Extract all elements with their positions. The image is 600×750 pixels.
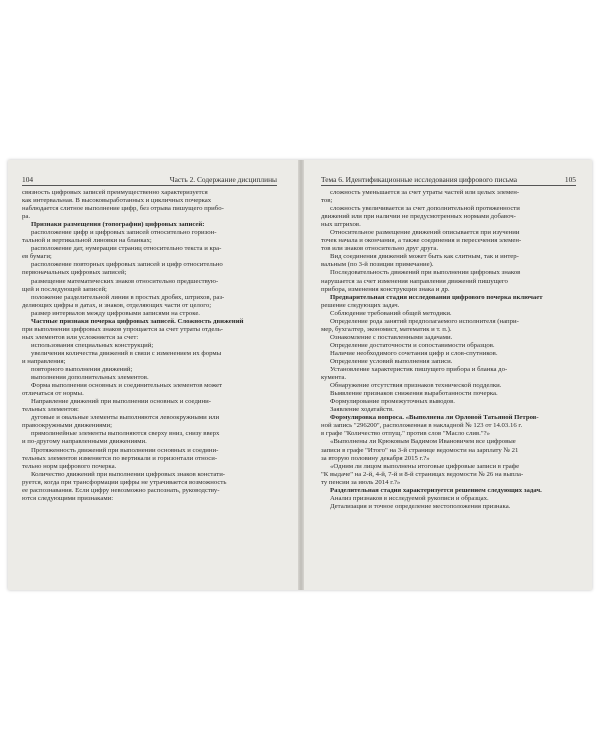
- text-line: движений или при наличии не предусмотренных нормами добавоч-: [321, 213, 516, 221]
- text-line: нарушается за счет изменения направления движений пишущего: [321, 277, 508, 285]
- text-line: и направления;: [22, 357, 66, 365]
- text-line: Ознакомление с поставленными задачами.: [330, 333, 453, 341]
- text-line: решение следующих задач.: [321, 301, 400, 309]
- text-line: мер, бухгалтер, экономист, математик и т. п.).: [321, 325, 452, 333]
- text-line: ных штрихов.: [321, 221, 361, 229]
- text-line: "К выдаче" на 2-й, 4-й, 7-й и 8-й страницах ведомости № 26 на выпла-: [321, 470, 524, 478]
- text-line: как интервальная. В высоковыработанных и цикличных почерках: [22, 197, 212, 205]
- text-line: Определение достаточности и сопоставимости образцов.: [330, 341, 495, 349]
- left-page-number: 104: [22, 175, 34, 184]
- subheading: Формулировка вопроса. «Выполнена ли Орловой Татьяной Петров-: [330, 414, 539, 422]
- text-line: Определение условий выполнения записи.: [330, 357, 453, 365]
- subheading: Частные признаки почерка цифровых записей. Сложность движений: [31, 317, 244, 325]
- text-line: за вторую половину декабря 2015 г.?»: [321, 454, 430, 462]
- right-page-header: [321, 174, 576, 186]
- text-line: повторного выполнения движений;: [31, 366, 133, 374]
- subheading: Признаки размещения (топографии) цифровых записей:: [31, 221, 205, 229]
- text-line: Формулирование промежуточных выводов.: [330, 398, 455, 406]
- text-line: Анализ признаков в исследуемой рукописи и образцах.: [330, 494, 489, 502]
- text-line: деляющих цифры в датах, и знаков, отделяющих части от целого;: [22, 301, 212, 309]
- text-line: тельно норм цифрового почерка.: [22, 462, 117, 470]
- text-line: дуговые и овальные элементы выполняются левоокружными или: [31, 414, 220, 422]
- text-line: кумента.: [321, 374, 347, 382]
- text-line: Выявление признаков снижения выработанности почерка.: [330, 390, 498, 398]
- text-line: Форма выполнения основных и соединительных элементов может: [31, 382, 223, 390]
- text-line: Наличие необходимого сочетания цифр и слов-спутников.: [330, 349, 498, 357]
- text-line: «Выполнены ли Крюковым Вадимом Ивановичем все цифровые: [330, 438, 516, 446]
- text-line: Определение рода занятий предполагаемого исполнителя (напри-: [330, 317, 519, 325]
- right-running-title: Тема 6. Идентификационные исследования цифрового письма: [321, 175, 518, 184]
- text-line: Относительное размещение движений описывается при изучении: [330, 229, 520, 237]
- text-line: увеличения количества движений в связи с изменением их формы: [31, 349, 222, 357]
- text-line: ее распознавания. Если цифру невозможно распознать, руководству-: [22, 486, 220, 494]
- left-page: [22, 174, 277, 584]
- text-line: тельных элементов:: [22, 406, 79, 414]
- text-line: Установление характеристик пишущего прибора и бланка до-: [330, 366, 508, 374]
- text-line: Количество движений при выполнении цифровых знаков констати-: [31, 470, 226, 478]
- text-line: и по-другому направленными движениями.: [22, 438, 147, 446]
- text-line: в графе "Количество отпущ." против слов "Масло слив."?»: [321, 430, 491, 438]
- text-line: размещение математических знаков относительно предшествую-: [31, 277, 219, 285]
- text-line: ных элементов или усложняется за счет:: [22, 333, 139, 341]
- text-line: ра.: [22, 213, 31, 221]
- text-line: Обнаружение отсутствия признаков технической подделки.: [330, 382, 502, 390]
- text-line: тов;: [321, 197, 333, 205]
- text-line: Протяженность движений при выполнении основных и соедини-: [31, 446, 219, 454]
- text-line: использования специальных конструкций;: [31, 341, 154, 349]
- text-line: Вид соединения движений может быть как слитным, так и интер-: [330, 253, 519, 261]
- text-line: Заявление ходатайств.: [330, 406, 394, 414]
- text-line: записи в графе "Итого" на 3-й странице ведомости на зарплату № 21: [321, 446, 519, 454]
- text-line: «Одним ли лицом выполнены итоговые цифровые записи в графе: [330, 462, 520, 470]
- text-line: точек начала и окончания, а также соединения и пересечения элемен-: [321, 237, 522, 245]
- text-line: прямолинейные элементы выполняются сверху вниз, снизу вверх: [31, 430, 220, 438]
- text-line: сложность увеличивается за счет дополнительной протяженности: [330, 205, 520, 213]
- text-line: расположение дат, нумерации страниц относительно текста и кра-: [31, 245, 222, 253]
- text-line: расположение цифр и цифровых записей относительно горизон-: [31, 229, 217, 237]
- text-line: щей и последующей записей;: [22, 285, 107, 293]
- text-line: Направление движений при выполнении основных и соедини-: [31, 398, 211, 406]
- text-line: Последовательность движений при выполнении цифровых знаков: [330, 269, 521, 277]
- text-line: Детализация и точное определение местоположения признака.: [330, 502, 511, 510]
- text-line: тальной и вертикальной линовки на бланках;: [22, 237, 152, 245]
- text-line: расположение повторных цифровых записей и цифр относительно: [31, 261, 223, 269]
- right-page-number: 105: [564, 175, 576, 184]
- text-line: руется, когда при трансформации цифры не утрачивается возможность: [22, 478, 227, 486]
- text-line: прибора, изменения конструкции знака и др.: [321, 285, 450, 293]
- right-page-text: [321, 189, 576, 511]
- text-line: выполнения дополнительных элементов.: [31, 374, 149, 382]
- text-line: тельных элементов изменяется по вертикали и горизонтали относи-: [22, 454, 218, 462]
- left-page-header: [22, 174, 277, 186]
- text-line: первоначальных цифровых записей;: [22, 269, 127, 277]
- text-line: ту пенсии за июль 2014 г.?»: [321, 478, 401, 486]
- text-line: отличаться от нормы.: [22, 390, 84, 398]
- text-line: ев бумаги;: [22, 253, 52, 261]
- text-line: Соблюдение требований общей методики.: [330, 309, 452, 317]
- text-line: ются следующими признаками:: [22, 494, 114, 502]
- book-spine: [298, 160, 304, 590]
- text-line: вальным (по 3-й позиции примечание).: [321, 261, 434, 269]
- left-page-text: [22, 189, 277, 503]
- left-running-title: Часть 2. Содержание дисциплины: [169, 175, 277, 184]
- book-spread: [8, 160, 592, 590]
- text-line: правоокружными движениями;: [22, 422, 113, 430]
- subheading: Предварительная стадия исследования цифрового почерка включает: [330, 293, 543, 301]
- text-line: положение разделительной линии в простых дробях, штрихов, раз-: [31, 293, 225, 301]
- subheading: Разделительная стадия характеризуется решением следующих задач.: [330, 486, 542, 494]
- text-line: тов или знаков относительно друг друга.: [321, 245, 439, 253]
- text-line: размер интервалов между цифровыми записями на строке.: [31, 309, 200, 317]
- text-line: при выполнении цифровых знаков упрощается за счет утраты отдель-: [22, 325, 224, 333]
- right-page: [321, 174, 576, 584]
- text-line: наблюдается слитное выполнение цифр, без отрыва пишущего прибо-: [22, 205, 224, 213]
- text-line: сложность уменьшается за счет утраты частей или целых элемен-: [330, 189, 520, 196]
- text-line: связность цифровых записей преимущественно характеризуется: [22, 189, 208, 196]
- text-line: ной запись "296200", расположенная в накладной № 123 от 14.03.16 г.: [321, 422, 523, 430]
